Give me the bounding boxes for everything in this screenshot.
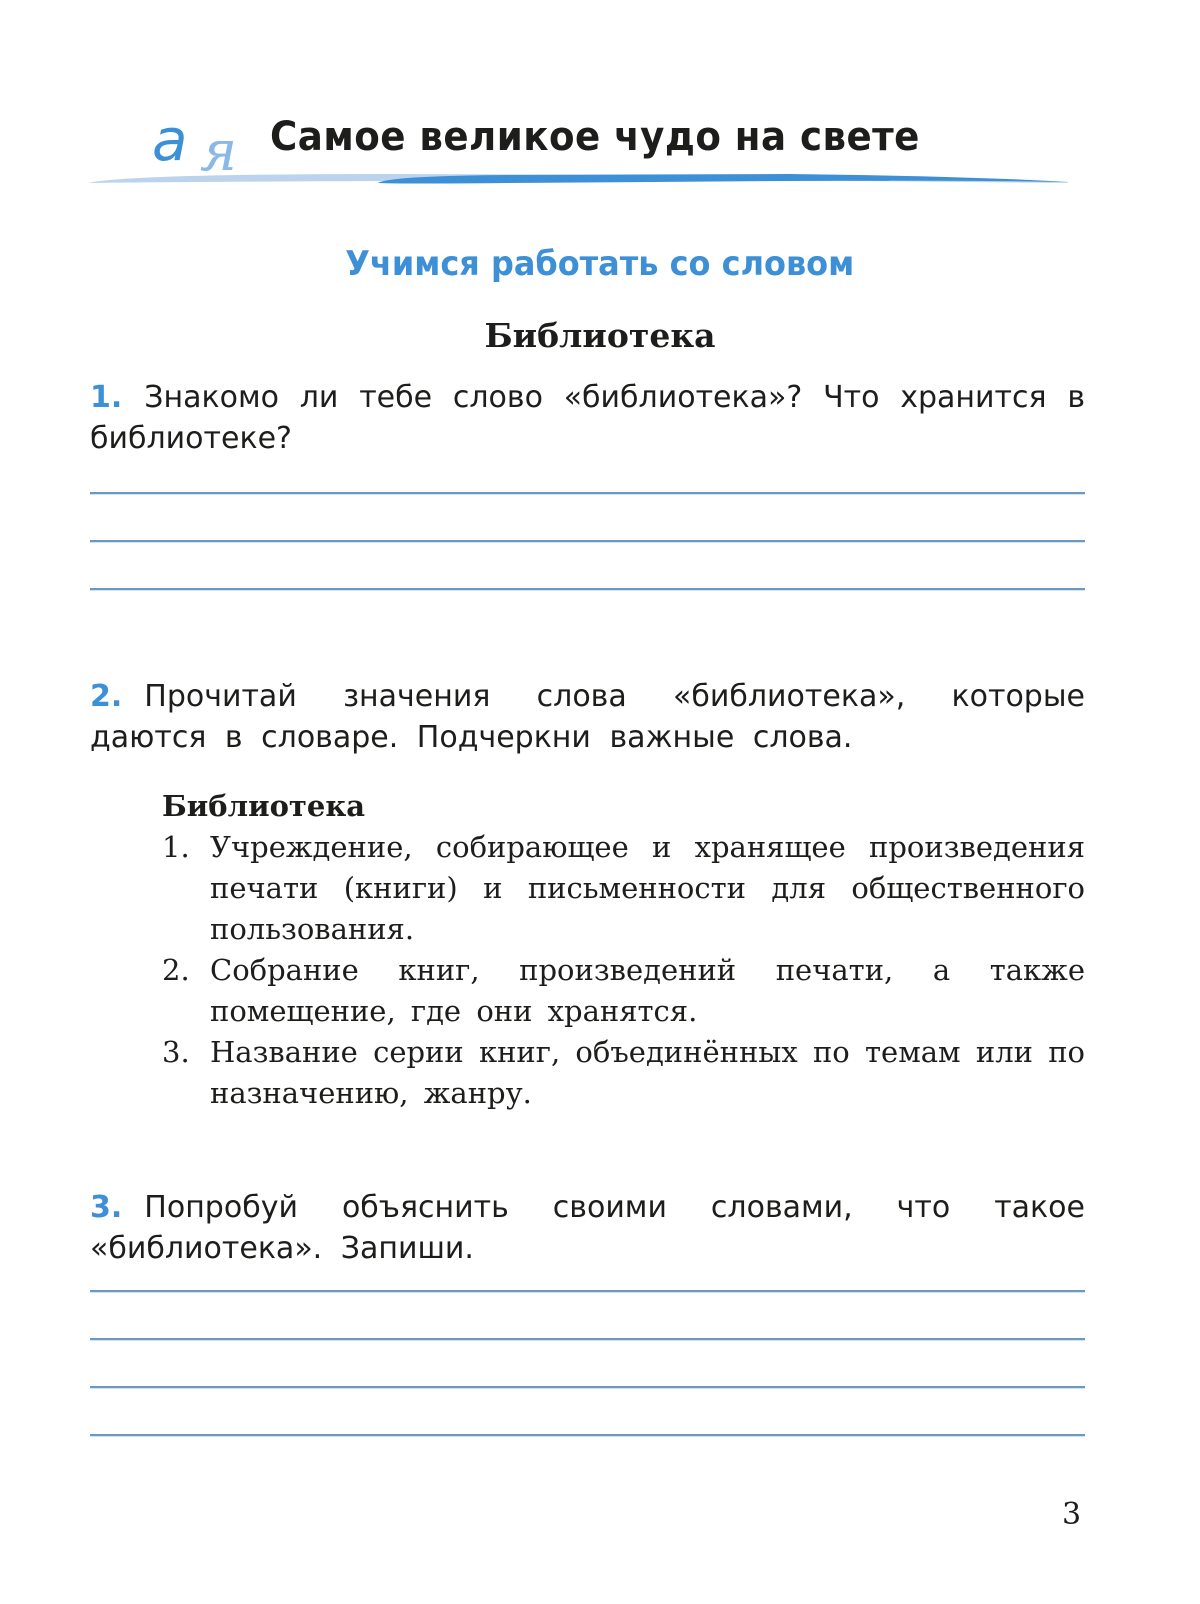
section-title	[0, 244, 1200, 284]
dictionary-headword: Библиотека	[162, 789, 366, 823]
task-number: 1.	[90, 380, 123, 415]
task-text: Попробуй объяснить своими словами, что такое «библиотека». Запиши.	[90, 1190, 1085, 1266]
task-number: 2.	[90, 679, 123, 714]
vocabulary-word-title: Библиотека	[484, 316, 716, 355]
answer-line[interactable]	[90, 588, 1085, 590]
svg-text:а: а	[152, 108, 188, 174]
dictionary-definition	[162, 1032, 1085, 1114]
alphabet-logo-icon	[148, 108, 248, 188]
dictionary-entry	[162, 786, 1085, 1114]
page-number: 3	[1062, 1497, 1082, 1532]
task-3	[90, 1187, 1085, 1269]
definition-number: 1.	[162, 830, 190, 864]
answer-line[interactable]	[90, 1386, 1085, 1388]
answer-line[interactable]	[90, 492, 1085, 494]
definition-number: 2.	[162, 953, 190, 987]
answer-line[interactable]	[90, 1290, 1085, 1292]
dictionary-definition	[162, 950, 1085, 1032]
task-number: 3.	[90, 1190, 123, 1225]
task-text: Знакомо ли тебе слово «библиотека»? Что хранится в библиотеке?	[90, 380, 1085, 456]
task-2	[90, 676, 1085, 758]
definition-text: Учреждение, собирающее и хранящее произведения печати (книги) и письменности для общественного пользования.	[210, 830, 1085, 946]
answer-line[interactable]	[90, 1434, 1085, 1436]
definition-text: Собрание книг, произведений печати, а также помещение, где они хранятся.	[210, 953, 1085, 1028]
definition-text: Название серии книг, объединённых по темам или по назначению, жанру.	[210, 1035, 1085, 1110]
definition-number: 3.	[162, 1035, 190, 1069]
chapter-title: Самое великое чудо на свете	[270, 114, 920, 160]
section-title-text: Учимся работать со словом	[345, 244, 855, 284]
dictionary-definition	[162, 827, 1085, 950]
answer-line[interactable]	[90, 540, 1085, 542]
task-text: Прочитай значения слова «библиотека», которые даются в словаре. Подчеркни важные слова.	[90, 679, 1085, 755]
svg-text:я: я	[200, 119, 238, 184]
answer-line[interactable]	[90, 1338, 1085, 1340]
task-1	[90, 377, 1085, 459]
